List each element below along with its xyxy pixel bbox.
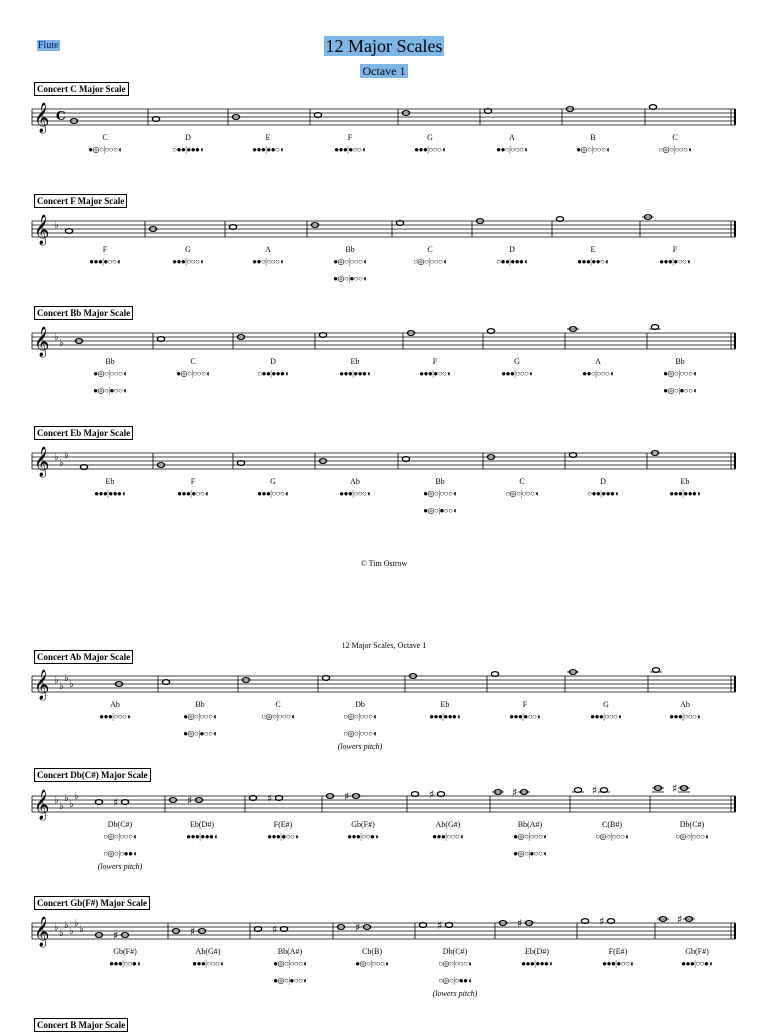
fingering-chart: ●◎○|●○○◖ (333, 274, 367, 283)
note-name: Gb(F#) (685, 947, 709, 956)
fingering-chart: ●●●|○○○◖ (192, 959, 224, 968)
instrument-label: Flute (38, 40, 59, 51)
fingering-note: (lowers pitch) (337, 742, 383, 751)
fingering-chart: ●◎○|○○○◖ (176, 369, 210, 378)
fingering-chart: ○●●|●●●◖ (496, 257, 528, 266)
fingering-chart: ●◎○|●○○◖ (663, 386, 697, 395)
fingering-chart: ●◎○|○○○◖ (663, 369, 697, 378)
note-name: B (590, 133, 596, 142)
fingering-chart: ●●●|○○○◖ (501, 369, 533, 378)
sharp-icon: ♯ (187, 794, 193, 807)
note-name: G (185, 245, 191, 254)
sharp-icon: ♯ (113, 796, 119, 809)
fingering-chart: ●◎○|○○○◖ (93, 369, 127, 378)
sharp-icon: ♯ (672, 782, 678, 795)
note-name: G (270, 477, 276, 486)
note-name: D (509, 245, 515, 254)
fingering-chart: ●●●|●●●◖ (94, 489, 126, 498)
page-title (0, 36, 768, 57)
fingering-chart: ●◎○|○○○◖ (423, 489, 457, 498)
fingering-chart: ●●○|○○○◖ (252, 257, 284, 266)
sharp-icon: ♯ (437, 919, 443, 932)
note-name: C (102, 133, 108, 142)
fingering-chart: ●●●|○○○◖ (339, 489, 371, 498)
sharp-icon: ♯ (344, 790, 350, 803)
note-name: Bb(A#) (517, 820, 543, 829)
sharp-icon: ♯ (272, 923, 278, 936)
fingering-chart: ○◎○|○●●◖ (103, 849, 137, 858)
fingering-chart: ●●●|●●●◖ (429, 712, 461, 721)
fingering-chart: ●●●|●●●◖ (186, 832, 218, 841)
note-name: Eb(D#) (525, 947, 549, 956)
fingering-chart: ●●●|○○●◖ (347, 832, 379, 841)
page-title-text: 12 Major Scales (325, 36, 443, 56)
note-name: Eb (680, 477, 690, 486)
scale-title: Concert Bb Major Scale (34, 306, 133, 320)
flat-icon: ♭ (69, 926, 74, 937)
flat-icon: ♭ (59, 338, 64, 349)
fingering-chart: ●●●|●○○◖ (602, 959, 634, 968)
fingering-chart: ○◎○|○○○◖ (413, 257, 447, 266)
note-name: C (275, 700, 281, 709)
note-name: F(E#) (608, 947, 628, 956)
flat-icon: ♭ (74, 791, 79, 802)
note-name: Gb(F#) (113, 947, 137, 956)
sharp-icon: ♯ (592, 784, 598, 797)
flat-icon: ♭ (54, 795, 59, 806)
note-name: F (432, 357, 438, 366)
fingering-chart: ●●●|●●○◖ (577, 257, 609, 266)
fingering-chart: ○◎○|○○○◖ (658, 145, 692, 154)
fingering-chart: ●●●|●○○◖ (177, 489, 209, 498)
note-name: D (185, 133, 191, 142)
fingering-chart: ●◎○|●○○◖ (183, 729, 217, 738)
fingering-chart: ○◎○|○○○◖ (343, 712, 377, 721)
note-name: Gb(F#) (351, 820, 375, 829)
note-name: D (600, 477, 606, 486)
note-name: Eb (105, 477, 115, 486)
fingering-note: (lowers pitch) (97, 862, 143, 871)
note-name: Ab (680, 700, 690, 709)
flat-icon: ♭ (59, 458, 64, 469)
fingering-chart: ●●●|●○○◖ (334, 145, 366, 154)
note-name: A (265, 245, 271, 254)
fingering-chart: ●●●|●○○◖ (509, 712, 541, 721)
scale-title: Concert Db(C#) Major Scale (34, 768, 151, 782)
note-name: A (509, 133, 515, 142)
note-name: Db (355, 700, 365, 709)
fingering-chart: ●●●|●○○◖ (89, 257, 121, 266)
note-name: Bb (195, 700, 205, 709)
flat-icon: ♭ (59, 681, 64, 692)
fingering-chart: ○◎○|○○○◖ (595, 832, 629, 841)
sharp-icon: ♯ (512, 786, 518, 799)
note-name: C (427, 245, 433, 254)
treble-clef-icon: 𝄞 (34, 790, 50, 820)
scale-title: Concert Ab Major Scale (34, 650, 133, 664)
treble-clef-icon: 𝄞 (34, 917, 50, 947)
flat-icon: ♭ (54, 922, 59, 933)
flat-icon: ♭ (54, 452, 59, 463)
fingering-chart: ●●●|○○○◖ (414, 145, 446, 154)
note-name: F (347, 133, 353, 142)
note-name: F (522, 700, 528, 709)
fingering-chart: ○◎○|○○○◖ (261, 712, 295, 721)
fingering-chart: ●●●|●●●◖ (339, 369, 371, 378)
note-name: Ab (110, 700, 120, 709)
sharp-icon: ♯ (599, 915, 605, 928)
note-name: G (427, 133, 433, 142)
flat-icon: ♭ (64, 920, 69, 931)
flat-icon: ♭ (69, 799, 74, 810)
sharp-icon: ♯ (429, 788, 435, 801)
fingering-chart: ○●●|●●●◖ (257, 369, 289, 378)
page-subtitle-text: Octave 1 (360, 64, 409, 78)
note-name: C (190, 357, 196, 366)
note-name: C(B#) (602, 820, 622, 829)
note-name: Db(C#) (442, 947, 468, 956)
fingering-chart: ●◎○|○○○◖ (88, 145, 122, 154)
treble-clef-icon: 𝄞 (34, 447, 50, 477)
fingering-chart: ●●●|●●●◖ (521, 959, 553, 968)
fingering-chart: ●●●|○○○◖ (172, 257, 204, 266)
treble-clef-icon: 𝄞 (34, 327, 50, 357)
scale-title: Concert B Major Scale (34, 1018, 128, 1032)
sharp-icon: ♯ (517, 917, 523, 930)
note-name: G (514, 357, 520, 366)
fingering-chart: ○●●|●●●◖ (587, 489, 619, 498)
note-name: Bb (105, 357, 115, 366)
note-name: C (519, 477, 525, 486)
sharp-icon: ♯ (113, 929, 119, 942)
fingering-chart: ○◎○|○●●◖ (438, 976, 472, 985)
note-name: Db(C#) (679, 820, 705, 829)
fingering-chart: ●◎○|●○○◖ (273, 976, 307, 985)
scale-title: Concert Gb(F#) Major Scale (34, 896, 150, 910)
flat-icon: ♭ (79, 924, 84, 935)
scale-title: Concert F Major Scale (34, 194, 127, 208)
fingering-chart: ●◎○|○○○◖ (333, 257, 367, 266)
note-name: D (270, 357, 276, 366)
fingering-chart: ●●●|○○○◖ (669, 712, 701, 721)
fingering-chart: ●●●|○○●◖ (681, 959, 713, 968)
note-name: Eb (350, 357, 360, 366)
sharp-icon: ♯ (355, 921, 361, 934)
fingering-chart: ●●●|●●●◖ (669, 489, 701, 498)
scale-title: Concert C Major Scale (34, 82, 129, 96)
fingering-chart: ●●●|○○○◖ (432, 832, 464, 841)
fingering-chart: ●●●|●●○◖ (252, 145, 284, 154)
fingering-chart: ●●●|●○○◖ (267, 832, 299, 841)
fingering-chart: ●◎○|●○○◖ (93, 386, 127, 395)
fingering-chart: ●◎○|○○○◖ (355, 959, 389, 968)
flat-icon: ♭ (54, 220, 59, 231)
fingering-chart: ●●●|●○○◖ (419, 369, 451, 378)
fingering-chart: ●●●|○○○◖ (99, 712, 131, 721)
note-name: E (265, 133, 271, 142)
note-name: Eb(D#) (190, 820, 214, 829)
fingering-note: (lowers pitch) (432, 989, 478, 998)
fingering-chart: ●◎○|○○○◖ (183, 712, 217, 721)
copyright: © Tim Ostrow (360, 559, 408, 568)
note-name: F (190, 477, 196, 486)
flat-icon: ♭ (64, 673, 69, 684)
flat-icon: ♭ (74, 918, 79, 929)
flat-icon: ♭ (64, 793, 69, 804)
note-name: E (590, 245, 596, 254)
fingering-chart: ●◎○|●○○◖ (513, 849, 547, 858)
note-name: A (595, 357, 601, 366)
note-name: Cb(B) (362, 947, 382, 956)
fingering-chart: ●◎○|○○○◖ (576, 145, 610, 154)
fingering-chart: ○◎○|○○○◖ (343, 729, 377, 738)
note-name: F(E#) (273, 820, 293, 829)
fingering-chart: ●●●|○○●◖ (109, 959, 141, 968)
sharp-icon: ♯ (267, 792, 273, 805)
fingering-chart: ●●●|○○○◖ (257, 489, 289, 498)
flat-icon: ♭ (59, 928, 64, 939)
note-name: C (672, 133, 678, 142)
scale-title: Concert Eb Major Scale (34, 426, 133, 440)
note-name: F (672, 245, 678, 254)
page-subtitle (0, 62, 768, 80)
note-name: Ab(G#) (435, 820, 461, 829)
flat-icon: ♭ (59, 801, 64, 812)
note-name: Bb (345, 245, 355, 254)
note-name: Ab (350, 477, 360, 486)
note-name: Ab(G#) (195, 947, 221, 956)
sharp-icon: ♯ (190, 925, 196, 938)
time-signature: C (56, 109, 66, 123)
note-name: Bb (435, 477, 445, 486)
note-name: G (603, 700, 609, 709)
flat-icon: ♭ (54, 332, 59, 343)
fingering-chart: ○◎○|○○○◖ (505, 489, 539, 498)
fingering-chart: ○◎○|○○○◖ (103, 832, 137, 841)
fingering-chart: ○◎○|○○○◖ (438, 959, 472, 968)
sharp-icon: ♯ (677, 913, 683, 926)
fingering-chart: ●◎○|○○○◖ (273, 959, 307, 968)
fingering-chart: ●●○|○○○◖ (582, 369, 614, 378)
page2-header: 12 Major Scales, Octave 1 (341, 641, 427, 650)
flat-icon: ♭ (54, 675, 59, 686)
treble-clef-icon: 𝄞 (34, 215, 50, 245)
fingering-chart: ○●●|●●●◖ (172, 145, 204, 154)
fingering-chart: ●◎○|○○○◖ (513, 832, 547, 841)
fingering-chart: ●●●|○○○◖ (590, 712, 622, 721)
treble-clef-icon: 𝄞 (34, 670, 50, 700)
fingering-chart: ●●●|●○○◖ (659, 257, 691, 266)
flat-icon: ♭ (69, 679, 74, 690)
fingering-chart: ●◎○|●○○◖ (423, 506, 457, 515)
note-name: Eb (440, 700, 450, 709)
note-name: F (102, 245, 108, 254)
note-name: Bb(A#) (277, 947, 303, 956)
fingering-chart: ○◎○|○○○◖ (675, 832, 709, 841)
fingering-chart: ●●○|○○○◖ (496, 145, 528, 154)
note-name: Bb (675, 357, 685, 366)
note-name: Db(C#) (107, 820, 133, 829)
flat-icon: ♭ (64, 450, 69, 461)
treble-clef-icon: 𝄞 (34, 103, 50, 133)
